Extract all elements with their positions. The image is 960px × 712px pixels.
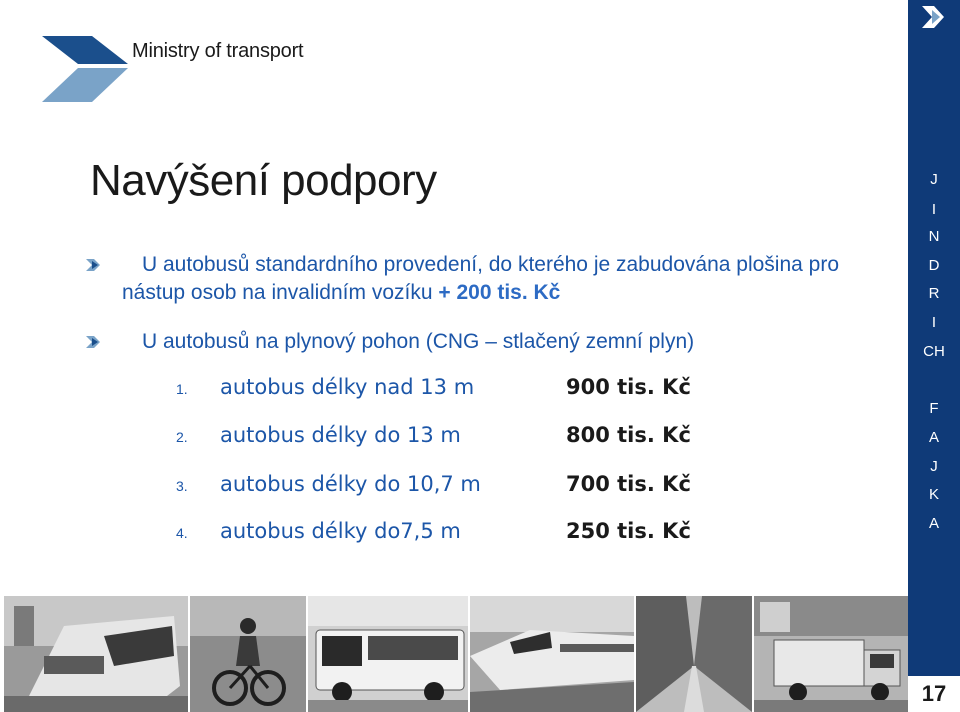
sidebar-letter: J [930,171,938,188]
list-item-number: 2. [176,429,188,445]
sidebar-letter: N [928,228,940,245]
sidebar-letter: R [928,285,940,302]
sidebar-letter: CH [923,343,945,360]
photo-strip [4,596,908,712]
list-item [176,519,876,549]
list-item-description: autobus délky do7,5 m [220,519,461,543]
bullet-text: U autobusů na plynový pohon (CNG – stlačený zemní plyn) [142,330,695,353]
train-photo [470,596,634,712]
bullet-cng-buses [122,328,882,356]
slide-title: Navýšení podpory [90,156,437,205]
page-number-box [908,676,960,712]
list-item-description: autobus délky nad 13 m [220,375,475,399]
bus-photo [308,596,468,712]
sidebar-letter: I [931,201,937,218]
sidebar-letter: A [928,429,939,446]
ministry-logo-icon [42,34,138,104]
list-item-amount: 250 tis. Kč [566,519,691,543]
bullet-arrow-icon [86,259,104,271]
bullet-arrow-icon [86,336,104,348]
list-item [176,375,876,405]
garbage-truck-photo [754,596,908,712]
bullet-text: U autobusů standardního provedení, do kterého je zabudována plošina pro nástup osob na invalidním vozíku [122,253,839,304]
list-item-description: autobus délky do 13 m [220,423,461,447]
sidebar-letter: D [928,257,940,274]
list-item-amount: 700 tis. Kč [566,472,691,496]
sidebar-letter: F [929,400,939,417]
chevron-arrow-icon [922,6,950,28]
sidebar [908,0,960,712]
cyclist-photo [190,596,306,712]
sidebar-letter: I [931,314,937,331]
organization-name: Ministry of transport [132,40,304,62]
list-item [176,472,876,502]
list-item-description: autobus délky do 10,7 m [220,472,481,496]
list-item [176,423,876,453]
avenue-photo [636,596,752,712]
sidebar-letter: A [928,515,939,532]
bullet-highlight-amount: + 200 tis. Kč [438,281,561,304]
list-item-amount: 900 tis. Kč [566,375,691,399]
bullet-wheelchair-platform [122,251,882,307]
page-number: 17 [921,681,947,706]
list-item-amount: 800 tis. Kč [566,423,691,447]
list-item-number: 3. [176,478,188,494]
tram-photo [4,596,188,712]
list-item-number: 1. [176,381,188,397]
list-item-number: 4. [176,525,188,541]
sidebar-letter: J [930,458,938,475]
sidebar-letter: K [928,486,939,503]
